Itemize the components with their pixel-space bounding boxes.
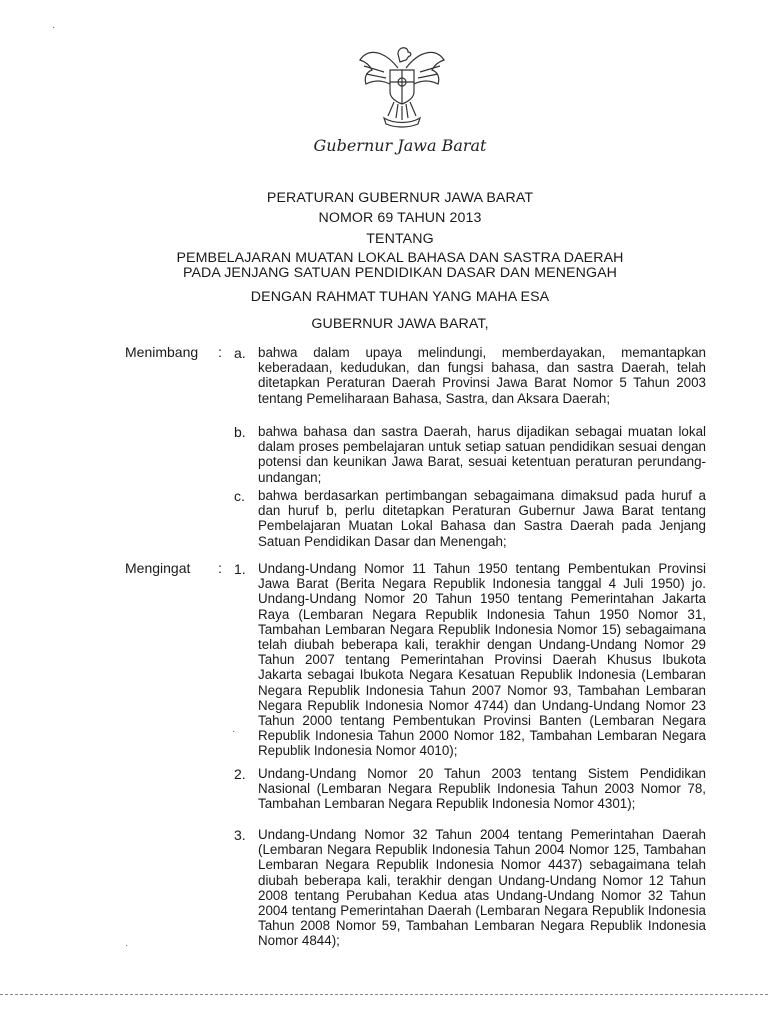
scan-speck: · (52, 22, 56, 33)
mengingat-item-2: Undang-Undang Nomor 20 Tahun 2003 tentang Sistem Pendidikan Nasional (Lembaran Negara Republik Indonesia Tahun 2003 Nomor 78, Tambahan Lembaran Negara Republik Indonesia Nomor 4301); (258, 766, 706, 812)
scan-speck: · (125, 940, 129, 951)
regulation-subject-line1: PEMBELAJARAN MUATAN LOKAL BAHASA DAN SASTRA DAERAH (176, 250, 624, 266)
regulation-title: PERATURAN GUBERNUR JAWA BARAT (266, 190, 534, 206)
menimbang-item-c: bahwa berdasarkan pertimbangan sebagaimana dimaksud pada huruf a dan huruf b, perlu ditetapkan Peraturan Gubernur Jawa Barat tentang Pembelajaran Muatan Lokal Bahasa dan Sastra Daerah pada Jenjang Satuan Pendidikan Dasar dan Menengah; (258, 488, 706, 549)
regulation-number: NOMOR 69 TAHUN 2013 (318, 210, 482, 226)
menimbang-marker-b: b. (234, 424, 246, 440)
governor-script-title: Gubernur Jawa Barat (313, 136, 487, 155)
mengingat-marker-2: 2. (234, 766, 246, 782)
menimbang-colon: : (218, 344, 222, 360)
scan-speck: · (232, 726, 236, 737)
mengingat-marker-3: 3. (234, 827, 246, 843)
garuda-emblem-icon (354, 40, 450, 128)
mengingat-colon: : (218, 560, 222, 576)
mengingat-item-1: Undang-Undang Nomor 11 Tahun 1950 tentang Pembentukan Provinsi Jawa Barat (Berita Negara Republik Indonesia tanggal 4 Juli 1950) jo. Undang-Undang Nomor 20 Tahun 1950 tentang Pemerintahan Jakarta Raya (Lembaran Negara Republik Indonesia Tahun 1950 Nomor 31, Tambahan Lembaran Negara Republik Indonesia Nomor 15) sebagaimana telah diubah beberapa kali, terakhir dengan Undang-Undang Nomor 29 Tahun 2007 tentang Pemerintahan Provinsi Daerah Khusus Ibukota Jakarta sebagai Ibukota Negara Kesatuan Republik Indonesia (Lembaran Negara Republik Indonesia Tahun 2007 Nomor 93, Tambahan Lembaran Negara Republik Indonesia Nomor 4744) dan Undang-Undang Nomor 23 Tahun 2000 tentang Pembentukan Provinsi Banten (Lembaran Negara Republik Indonesia Tahun 2000 Nomor 182, Tambahan Lembaran Negara Republik Indonesia Nomor 4010); (258, 561, 706, 759)
menimbang-marker-c: c. (234, 488, 245, 504)
invocation: DENGAN RAHMAT TUHAN YANG MAHA ESA (250, 289, 550, 305)
menimbang-item-a: bahwa dalam upaya melindungi, memberdayakan, memantapkan keberadaan, kedudukan, dan fungsi bahasa, dan sastra Daerah, telah ditetapkan Peraturan Daerah Provinsi Jawa Barat Nomor 5 Tahun 2003 tentang Pemeliharaan Bahasa, Sastra, dan Aksara Daerah; (258, 345, 706, 406)
regulation-subject-line2: PADA JENJANG SATUAN PENDIDIKAN DASAR DAN MENENGAH (182, 265, 617, 281)
menimbang-marker-a: a. (234, 345, 246, 361)
page-bottom-edge (0, 994, 768, 995)
menimbang-label: Menimbang (125, 344, 199, 360)
issuer: GUBERNUR JAWA BARAT, (311, 316, 489, 332)
mengingat-label: Mengingat (125, 560, 191, 576)
regulation-about: TENTANG (366, 231, 434, 247)
mengingat-item-3: Undang-Undang Nomor 32 Tahun 2004 tentang Pemerintahan Daerah (Lembaran Negara Republik Indonesia Tahun 2004 Nomor 125, Tambahan Lembaran Negara Republik Indonesia Nomor 4437) sebagaimana telah diubah beberapa kali, terakhir dengan Undang-Undang Nomor 12 Tahun 2008 tentang Perubahan Kedua atas Undang-Undang Nomor 32 Tahun 2004 tentang Pemerintahan Daerah (Lembaran Negara Republik Indonesia Tahun 2008 Nomor 59, Tambahan Lembaran Negara Republik Indonesia Nomor 4844); (258, 827, 706, 949)
menimbang-item-b: bahwa bahasa dan sastra Daerah, harus dijadikan sebagai muatan lokal dalam proses pembelajaran untuk setiap satuan pendidikan sesuai dengan potensi dan keunikan Jawa Barat, sesuai ketentuan peraturan perundang-undangan; (258, 424, 706, 485)
mengingat-marker-1: 1. (234, 561, 246, 577)
